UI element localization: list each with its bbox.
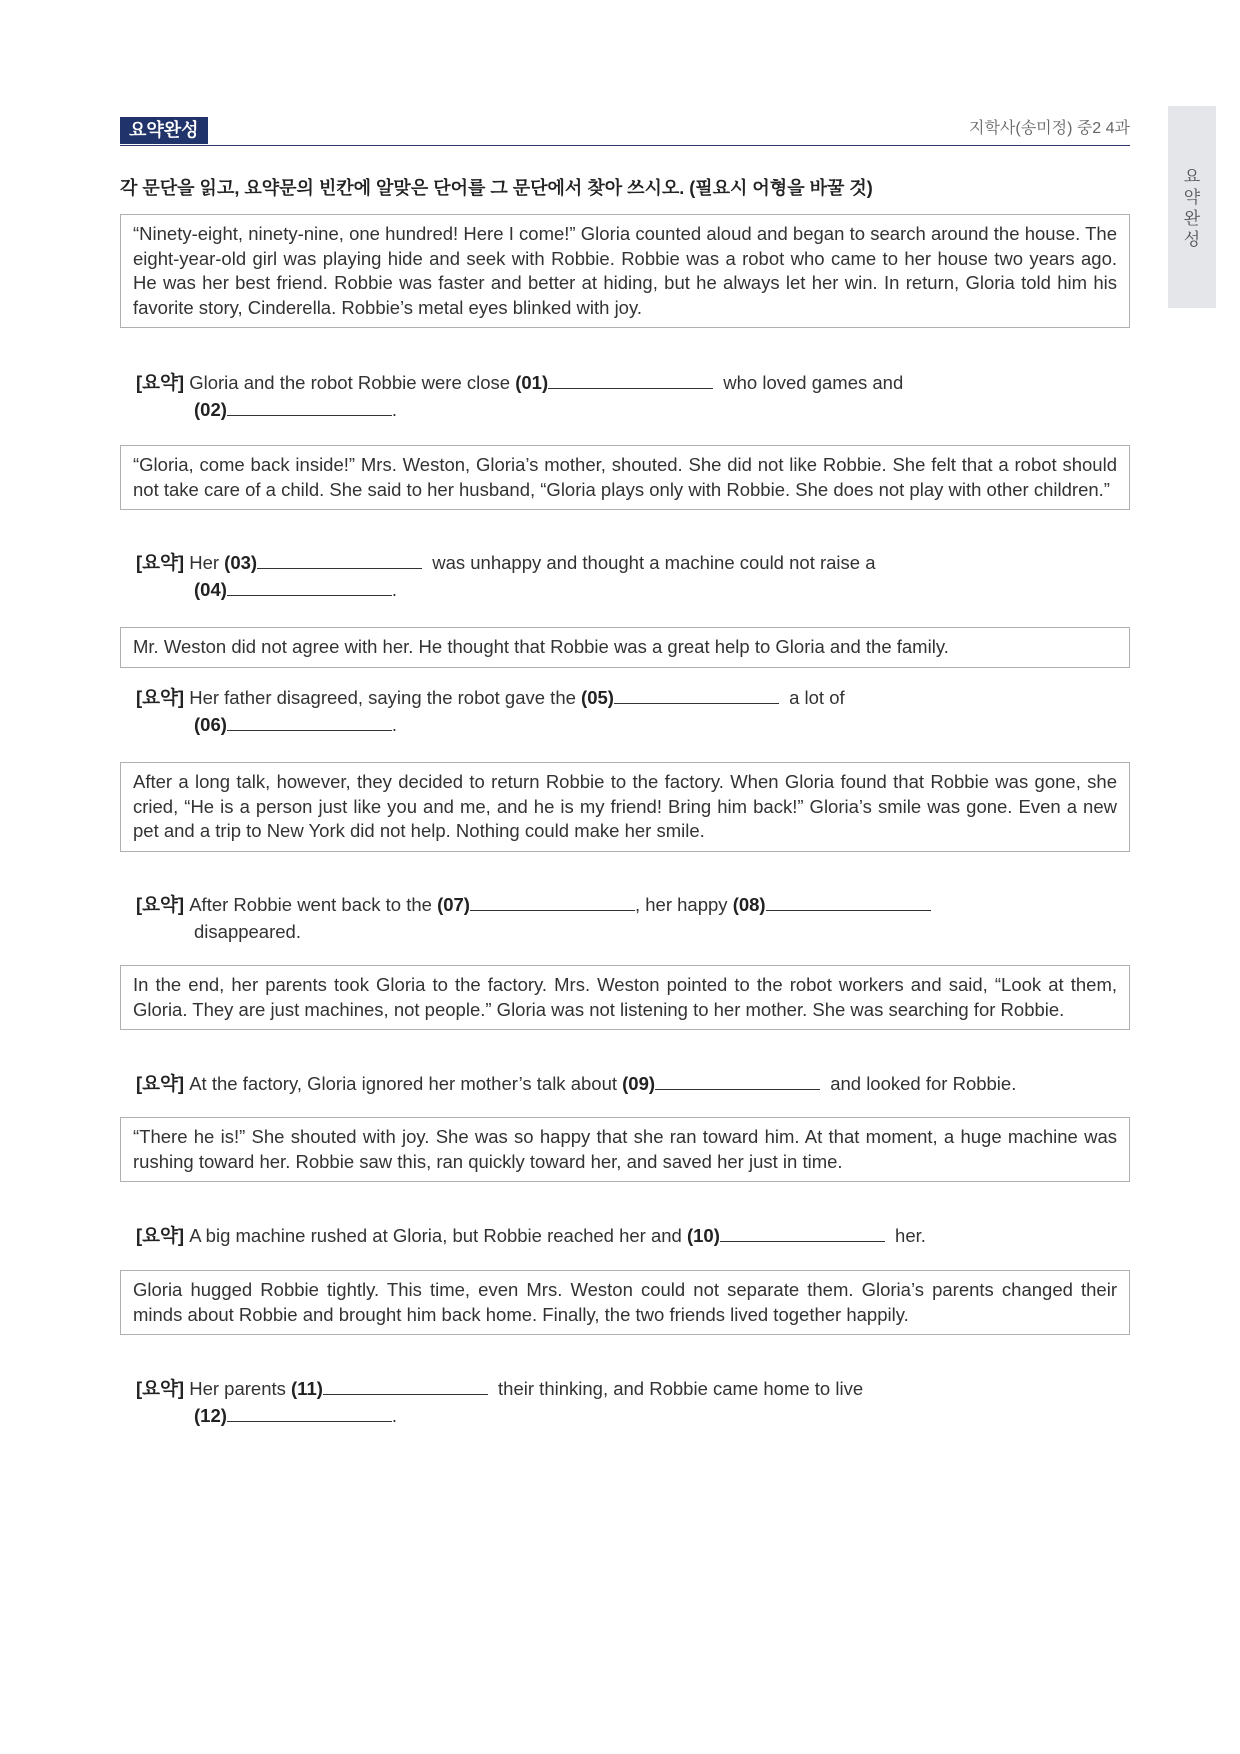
summary-text: . — [391, 714, 398, 735]
blank-number: (10) — [686, 1225, 720, 1246]
summary-text: After Robbie went back to the — [189, 894, 432, 915]
answer-blank-10[interactable] — [720, 1223, 885, 1242]
blank-number: (08) — [732, 894, 766, 915]
blank-number: (05) — [581, 687, 614, 708]
summary-line — [136, 1222, 1136, 1249]
summary-2 — [136, 549, 1136, 603]
answer-blank-03[interactable] — [257, 550, 422, 569]
summary-tag: [요약] — [136, 687, 185, 708]
answer-blank-06[interactable] — [227, 712, 392, 731]
summary-text: disappeared. — [194, 921, 301, 942]
summary-line — [136, 549, 1136, 576]
summary-3 — [136, 684, 1136, 738]
summary-text: who loved games and — [723, 372, 904, 393]
side-tab-char: 요 — [1183, 167, 1201, 186]
summary-text: her. — [895, 1225, 926, 1246]
summary-line — [136, 369, 1136, 396]
blank-number: (12) — [194, 1405, 227, 1426]
summary-tag: [요약] — [136, 552, 185, 573]
blank-number: (03) — [224, 552, 258, 573]
answer-blank-05[interactable] — [614, 685, 779, 704]
summary-line — [136, 1375, 1136, 1402]
summary-text: At the factory, Gloria ignored her mother’s talk about — [189, 1073, 617, 1094]
summary-line — [136, 576, 1136, 603]
summary-5 — [136, 1070, 1136, 1097]
summary-line — [136, 918, 1136, 945]
blank-number: (11) — [291, 1378, 323, 1399]
answer-blank-04[interactable] — [227, 577, 392, 596]
summary-text: Her — [189, 552, 220, 573]
summary-text: . — [391, 399, 398, 420]
summary-line — [136, 684, 1136, 711]
answer-blank-07[interactable] — [470, 892, 635, 911]
summary-tag: [요약] — [136, 372, 185, 393]
side-tab-char: 약 — [1183, 188, 1201, 207]
summary-1 — [136, 369, 1136, 423]
summary-line — [136, 396, 1136, 423]
passage-6: “There he is!” She shouted with joy. She was so happy that she ran toward him. At that moment, a huge machine was rushing toward her. Robbie saw this, ran quickly toward her, and saved her just in time. — [120, 1117, 1130, 1182]
side-tab — [1168, 106, 1216, 308]
passage-3: Mr. Weston did not agree with her. He thought that Robbie was a great help to Gloria and the family. — [120, 627, 1130, 668]
summary-tag: [요약] — [136, 1225, 185, 1246]
summary-text: and looked for Robbie. — [830, 1073, 1017, 1094]
answer-blank-01[interactable] — [548, 370, 713, 389]
passage-5: In the end, her parents took Gloria to the factory. Mrs. Weston pointed to the robot workers and said, “Look at them, Gloria. They are just machines, not people.” Gloria was not listening to her mother. She was searching for Robbie. — [120, 965, 1130, 1030]
passage-2: “Gloria, come back inside!” Mrs. Weston, Gloria’s mother, shouted. She did not like Robbie. She felt that a robot should not take care of a child. She said to her husband, “Gloria plays only with Robbie. She does not play with other children.” — [120, 445, 1130, 510]
passage-7: Gloria hugged Robbie tightly. This time, even Mrs. Weston could not separate them. Gloria’s parents changed their minds about Robbie and brought him back home. Finally, the two friends lived together happily. — [120, 1270, 1130, 1335]
passage-1: “Ninety-eight, ninety-nine, one hundred! Here I come!” Gloria counted aloud and began to search around the house. The eight-year-old girl was playing hide and seek with Robbie. Robbie was a robot who came to her house two years ago. He was her best friend. Robbie was faster and better at hiding, but he always let her win. In return, Gloria told him his favorite story, Cinderella. Robbie’s metal eyes blinked with joy. — [120, 214, 1130, 328]
answer-blank-02[interactable] — [227, 397, 392, 416]
summary-text: Gloria and the robot Robbie were close — [189, 372, 511, 393]
blank-number: (01) — [515, 372, 549, 393]
summary-text: was unhappy and thought a machine could not raise a — [432, 552, 876, 573]
textbook-source: 지학사(송미정) 중2 4과 — [969, 120, 1130, 137]
summary-line — [136, 891, 1136, 918]
summary-4 — [136, 891, 1136, 945]
summary-text: , her happy — [634, 894, 728, 915]
summary-text: Her parents — [189, 1378, 286, 1399]
side-tab-char: 완 — [1183, 209, 1201, 228]
summary-line — [136, 1070, 1136, 1097]
section-badge: 요약완성 — [120, 117, 208, 144]
blank-number: (06) — [194, 714, 227, 735]
summary-text: . — [391, 579, 398, 600]
answer-blank-09[interactable] — [655, 1071, 820, 1090]
answer-blank-12[interactable] — [227, 1403, 392, 1422]
blank-number: (07) — [437, 894, 470, 915]
blank-number: (09) — [622, 1073, 656, 1094]
summary-text: their thinking, and Robbie came home to live — [498, 1378, 864, 1399]
summary-tag: [요약] — [136, 1378, 185, 1399]
instruction: 각 문단을 읽고, 요약문의 빈칸에 알맞은 단어를 그 문단에서 찾아 쓰시오. (필요시 어형을 바꿀 것) — [120, 178, 873, 198]
summary-tag: [요약] — [136, 894, 185, 915]
summary-text: A big machine rushed at Gloria, but Robbie reached her and — [189, 1225, 682, 1246]
summary-text: a lot of — [789, 687, 845, 708]
summary-6 — [136, 1222, 1136, 1249]
passage-4: After a long talk, however, they decided to return Robbie to the factory. When Gloria found that Robbie was gone, she cried, “He is a person just like you and me, and he is my friend! Bring him back!” Gloria’s smile was gone. Even a new pet and a trip to New York did not help. Nothing could make her smile. — [120, 762, 1130, 852]
summary-text: Her father disagreed, saying the robot gave the — [189, 687, 576, 708]
summary-tag: [요약] — [136, 1073, 185, 1094]
answer-blank-08[interactable] — [766, 892, 931, 911]
blank-number: (02) — [194, 399, 227, 420]
side-tab-char: 성 — [1183, 230, 1201, 249]
blank-number: (04) — [194, 579, 227, 600]
summary-text: . — [391, 1405, 398, 1426]
summary-7 — [136, 1375, 1136, 1429]
summary-line — [136, 711, 1136, 738]
summary-line — [136, 1402, 1136, 1429]
page-header — [120, 117, 1130, 146]
answer-blank-11[interactable] — [323, 1376, 488, 1395]
